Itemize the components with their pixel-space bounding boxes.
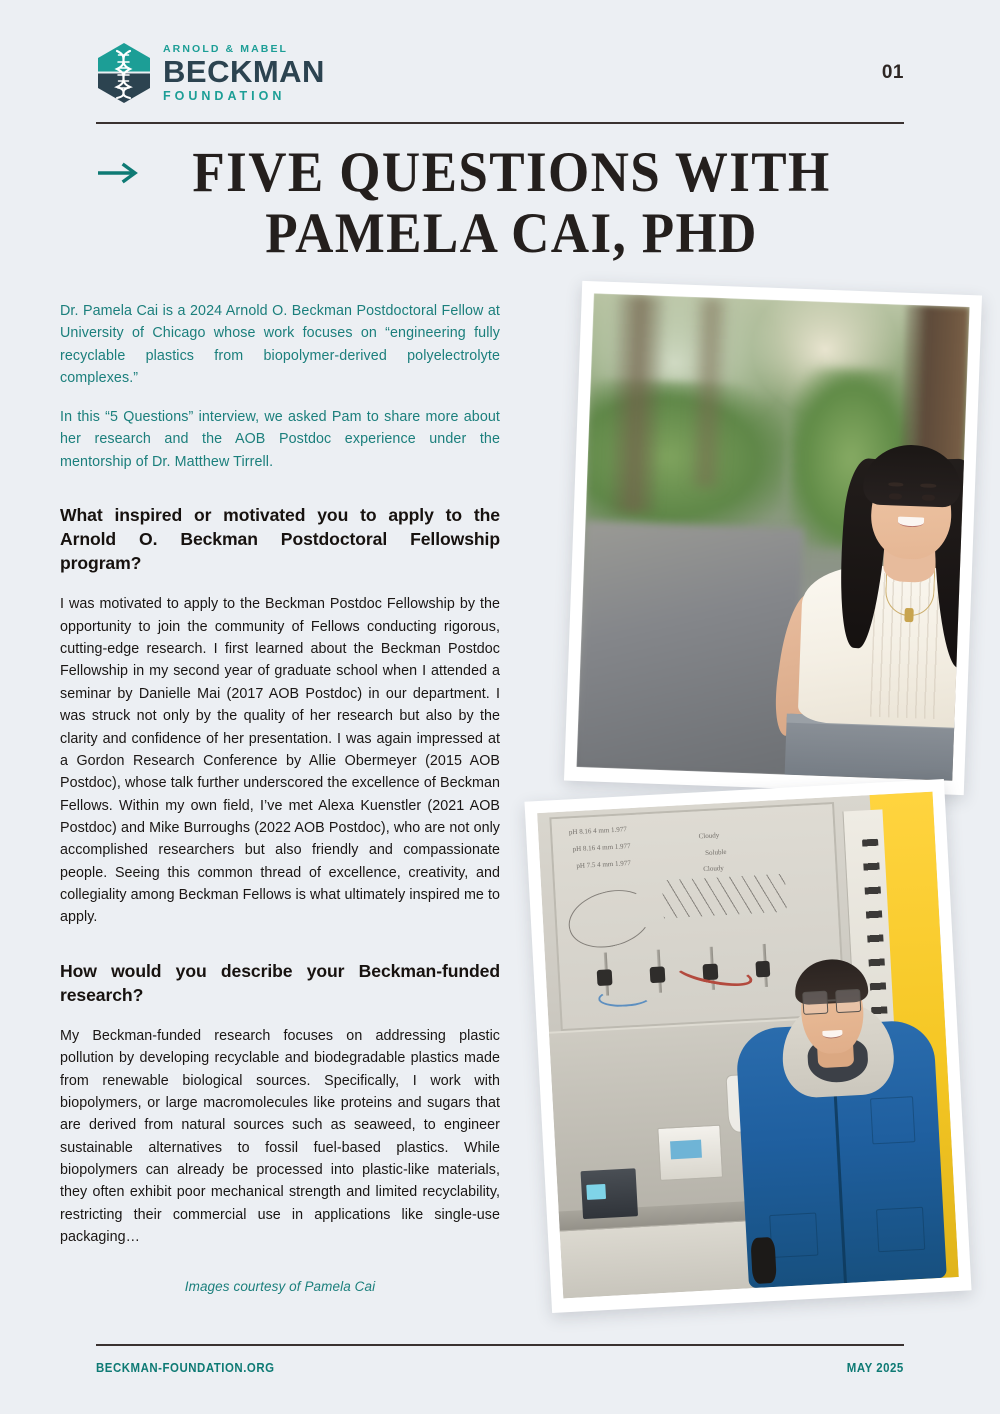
question-heading-2: How would you describe your Beckman-funded research? xyxy=(60,960,500,1005)
subject-glove-hand xyxy=(750,1237,776,1285)
lab-coat-chest-pocket xyxy=(870,1096,916,1145)
safety-glasses-right-lens xyxy=(835,989,861,1014)
background-tree-left xyxy=(608,294,665,514)
logo-bottom-line: FOUNDATION xyxy=(163,88,286,103)
whiteboard-note-line-5: Soluble xyxy=(704,847,727,857)
header-divider xyxy=(96,122,904,124)
portrait-subject-figure xyxy=(759,395,970,781)
question-heading-1: What inspired or motivated you to apply to the Arnold O. Beckman Postdoctoral Fellowship program? xyxy=(60,505,500,574)
arrow-right-icon xyxy=(96,160,142,186)
background-tree-middle xyxy=(688,297,729,488)
rack-clamp xyxy=(650,966,665,982)
page-header xyxy=(96,38,904,108)
image-credit-caption: Images courtesy of Pamela Cai xyxy=(184,1278,376,1294)
logo-mid-line: BECKMAN xyxy=(163,54,325,90)
whiteboard-note-line-3: pH 7.5 4 mm 1.977 xyxy=(576,859,631,870)
article-body xyxy=(60,300,500,1294)
safety-glasses-left-lens xyxy=(803,991,829,1016)
intro-paragraph-2: In this “5 Questions” interview, we asked Pam to share more about her research and the AOB Postdoc experience under the mentorship of Dr. Matthew Tirrell. xyxy=(60,408,500,470)
lab-photo-pamela-cai-in-laboratory xyxy=(524,779,971,1313)
subject-hair-top xyxy=(863,444,962,508)
subject-right-eye xyxy=(922,495,935,502)
safety-glasses-icon xyxy=(803,989,862,1015)
whiteboard-molecule-sketch xyxy=(662,874,788,918)
footer-divider xyxy=(96,1344,904,1346)
footer-issue-date: MAY 2025 xyxy=(846,1360,904,1375)
article-title-block xyxy=(96,142,916,264)
bench-instrument-display xyxy=(657,1124,723,1181)
lab-subject-figure xyxy=(730,918,947,1288)
hexagon-dna-logo-icon xyxy=(96,42,152,104)
lab-coat-left-pocket xyxy=(769,1213,819,1259)
rack-clamp xyxy=(597,969,612,985)
lab-photo-image xyxy=(537,792,959,1299)
whiteboard-note-line-6: Cloudy xyxy=(703,864,725,874)
beckman-foundation-logo[interactable] xyxy=(96,42,325,104)
page-number: 01 xyxy=(881,62,904,83)
logo-top-line: ARNOLD & MABEL xyxy=(163,42,289,55)
subject-left-eye xyxy=(889,493,902,500)
subject-necklace-pendant xyxy=(904,608,914,622)
page-title xyxy=(160,142,863,264)
footer-website-link[interactable]: BECKMAN-FOUNDATION.ORG xyxy=(96,1360,275,1375)
question-answer-1: I was motivated to apply to the Beckman Postdoc Fellowship by the opportunity to join the community of Fellows conducting rigorous, cutting-edge research. I first learned about the Beckman Postdoc Fellowship in my second year of graduate school when I attended a seminar by Danielle Mai (2017 AOB Postdoc) in our department. I was struck not only by the quality of her research but also by the clarity and confidence of her presentation. I was again impressed at a Gordon Research Conference by Allie Obermeyer (2015 AOB Postdoc), whose talk further underscored the excellence of Beckman Fellows. Within my own field, I’ve met Alexa Kuenstler (2021 AOB Postdoc) and Mike Burroughs (2022 AOB Postdoc), who are not only accomplished researchers but also friendly and compassionate people. Seeing this common thread of excellence, creativity, and collegiality among Beckman Fellows is what ultimately inspired me to apply. xyxy=(60,596,500,926)
question-answer-2: My Beckman-funded research focuses on addressing plastic pollution by developing recyclable and biodegradable plastics made from renewable biological sources. Specifically, I work with biopolymers, or large macromolecules like proteins and sugars that are derived from natural sources such as seaweed, to engineer sustainable alternatives to fossil fuel-based plastics. While biopolymers can already be processed into plastic-like materials, they often exhibit poor mechanical strength and limited recyclability, restricting their commercial use in applications like single-use packaging… xyxy=(60,1027,500,1246)
page-footer xyxy=(96,1360,904,1375)
safety-glasses-bridge xyxy=(828,999,836,1001)
logo-wordmark xyxy=(163,44,325,102)
magnetic-stirrer xyxy=(580,1168,638,1220)
whiteboard-note-line-1: pH 8.16 4 mm 1.977 xyxy=(568,825,628,837)
portrait-photo-image xyxy=(576,293,969,780)
intro-paragraph-1: Dr. Pamela Cai is a 2024 Arnold O. Beckman Postdoctoral Fellow at University of Chicago whose work focuses on “engineering fully recyclable plastics from biopolymer-derived polyelectrolyte complexes.” xyxy=(60,303,500,387)
page-title-line2: PAMELA CAI, PHD xyxy=(265,201,758,265)
page-title-line1: FIVE QUESTIONS WITH xyxy=(192,141,831,204)
portrait-photo-pamela-cai-outdoors xyxy=(564,281,982,795)
whiteboard-note-line-2: pH 8.16 4 mm 1.977 xyxy=(572,842,631,854)
lab-coat-right-pocket xyxy=(876,1207,926,1253)
whiteboard-note-line-4: Cloudy xyxy=(698,831,720,841)
